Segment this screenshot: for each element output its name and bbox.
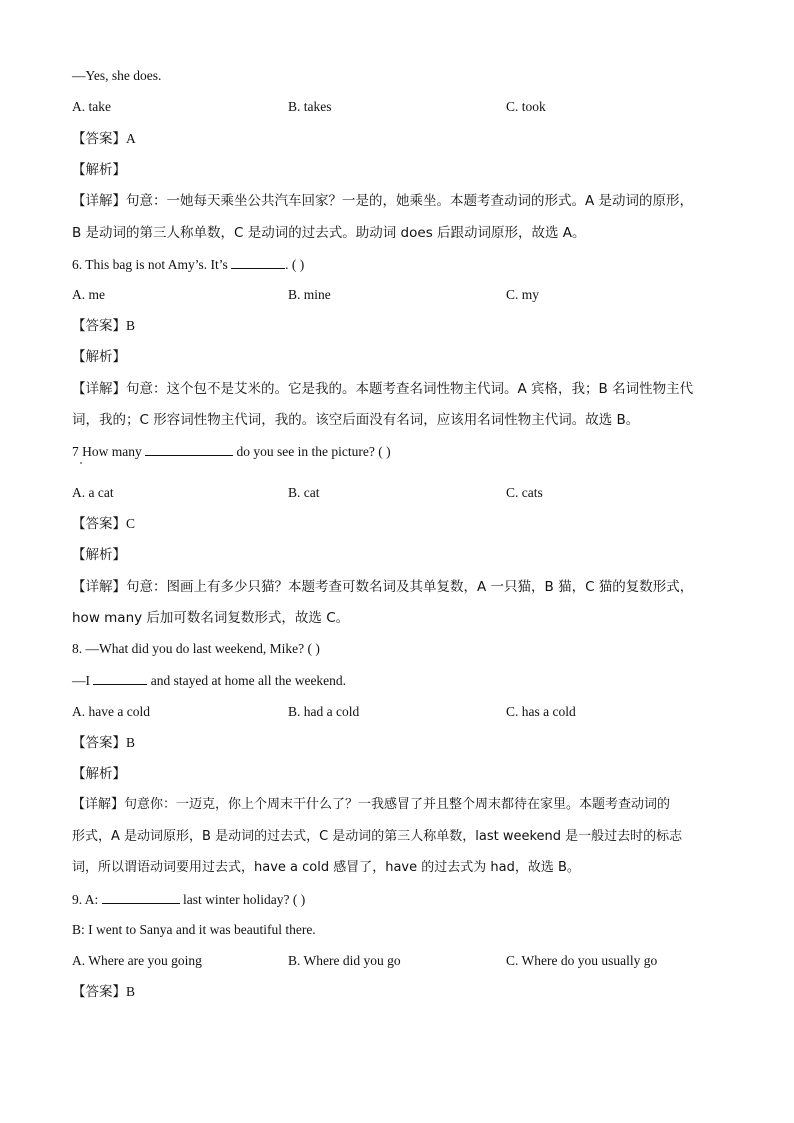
q6-option-a: A. me xyxy=(72,287,105,302)
detail-text: 句意：一她每天乘坐公共汽车回家？一是的，她乘坐。本题考查动词的形式。A 是动词的原形， xyxy=(126,193,694,209)
q9-reply: B: I went to Sanya and it was beautiful there. xyxy=(72,922,316,937)
q6-stem-after: . ( ) xyxy=(285,257,305,272)
q5-answer-line: —Yes, she does. xyxy=(72,68,162,83)
q9-option-c: C. Where do you usually go xyxy=(506,953,658,968)
answer-value: B xyxy=(126,984,136,999)
q6-detail-line-2: 词，我的；C 形容词性物主代词，我的。该空后面没有名词，应该用名词性物主代词。故选 B。 xyxy=(72,412,640,428)
answer-blank xyxy=(145,442,233,456)
q8-detail-line-2: 形式，A 是动词原形，B 是动词的过去式，C 是动词的第三人称单数，last weekend 是一般过去时的标志 xyxy=(72,829,683,844)
q5-analysis-label: 【解析】 xyxy=(72,162,126,178)
detail-label: 【详解】 xyxy=(72,381,126,397)
answer-label: 【答案】 xyxy=(72,131,126,147)
q9-option-b: B. Where did you go xyxy=(288,953,401,968)
q5-detail-line-2: B 是动词的第三人称单数，C 是动词的过去式。助动词 does 后跟动词原形，故选 A。 xyxy=(72,225,586,241)
answer-blank xyxy=(93,671,147,685)
q8-option-c: C. has a cold xyxy=(506,704,576,719)
q5-option-b: B. takes xyxy=(288,99,332,114)
detail-text: 句意：图画上有多少只猫？本题考查可数名词及其单复数，A 一只猫，B 猫，C 猫的复数形式， xyxy=(126,579,694,595)
q7-stem-before: 7 How many xyxy=(72,444,142,459)
q6-stem xyxy=(72,255,304,274)
q7-answer-key xyxy=(72,515,135,533)
q8-option-a: A. have a cold xyxy=(72,704,150,719)
q6-detail-line-1 xyxy=(72,380,693,398)
detail-text: 句意你：一迈克，你上个周末干什么了？一我感冒了并且整个周末都待在家里。本题考查动词的 xyxy=(124,797,671,812)
stray-dot xyxy=(80,462,82,464)
answer-value: B xyxy=(126,318,136,333)
answer-label: 【答案】 xyxy=(72,984,126,1000)
answer-value: C xyxy=(126,516,136,531)
q8-reply-before: —I xyxy=(72,673,90,688)
q8-detail-line-1 xyxy=(72,796,670,814)
q8-stem: 8. —What did you do last weekend, Mike? ( ) xyxy=(72,641,320,656)
answer-blank xyxy=(102,890,180,904)
answer-label: 【答案】 xyxy=(72,735,126,751)
q7-stem xyxy=(72,442,391,461)
q9-answer-key xyxy=(72,983,135,1001)
q8-answer-key xyxy=(72,734,135,752)
q6-stem-before: 6. This bag is not Amy’s. It’s xyxy=(72,257,228,272)
q7-analysis-label: 【解析】 xyxy=(72,547,126,563)
q7-option-c: C. cats xyxy=(506,485,543,500)
q9-stem xyxy=(72,890,305,909)
q8-detail-line-3: 词，所以谓语动词要用过去式，have a cold 感冒了，have 的过去式为 had，故选 B。 xyxy=(72,860,580,875)
q6-analysis-label: 【解析】 xyxy=(72,349,126,365)
q6-option-c: C. my xyxy=(506,287,540,302)
detail-label: 【详解】 xyxy=(72,193,126,209)
answer-value: B xyxy=(126,735,136,750)
detail-text: 句意：这个包不是艾米的。它是我的。本题考查名词性物主代词。A 宾格，我；B 名词性物主代 xyxy=(126,381,694,397)
q8-analysis-label: 【解析】 xyxy=(72,766,126,782)
q7-option-b: B. cat xyxy=(288,485,320,500)
q9-stem-before: 9. A: xyxy=(72,892,99,907)
q7-detail-line-2: how many 后加可数名词复数形式，故选 C。 xyxy=(72,610,350,626)
q5-answer-key xyxy=(72,130,136,148)
q5-option-c: C. took xyxy=(506,99,546,114)
q7-option-a: A. a cat xyxy=(72,485,114,500)
q9-option-a: A. Where are you going xyxy=(72,953,202,968)
q5-option-a: A. take xyxy=(72,99,111,114)
q8-option-b: B. had a cold xyxy=(288,704,360,719)
answer-label: 【答案】 xyxy=(72,318,126,334)
q5-detail-line-1 xyxy=(72,192,693,210)
q9-stem-after: last winter holiday? ( ) xyxy=(183,892,306,907)
q7-stem-after: do you see in the picture? ( ) xyxy=(236,444,391,459)
answer-blank xyxy=(231,255,285,269)
q6-answer-key xyxy=(72,317,135,335)
detail-label: 【详解】 xyxy=(72,797,125,812)
answer-value: A xyxy=(126,131,136,146)
detail-label: 【详解】 xyxy=(72,579,126,595)
q6-option-b: B. mine xyxy=(288,287,331,302)
q8-reply xyxy=(72,671,346,690)
answer-label: 【答案】 xyxy=(72,516,126,532)
q8-reply-after: and stayed at home all the weekend. xyxy=(150,673,347,688)
q7-detail-line-1 xyxy=(72,578,693,596)
